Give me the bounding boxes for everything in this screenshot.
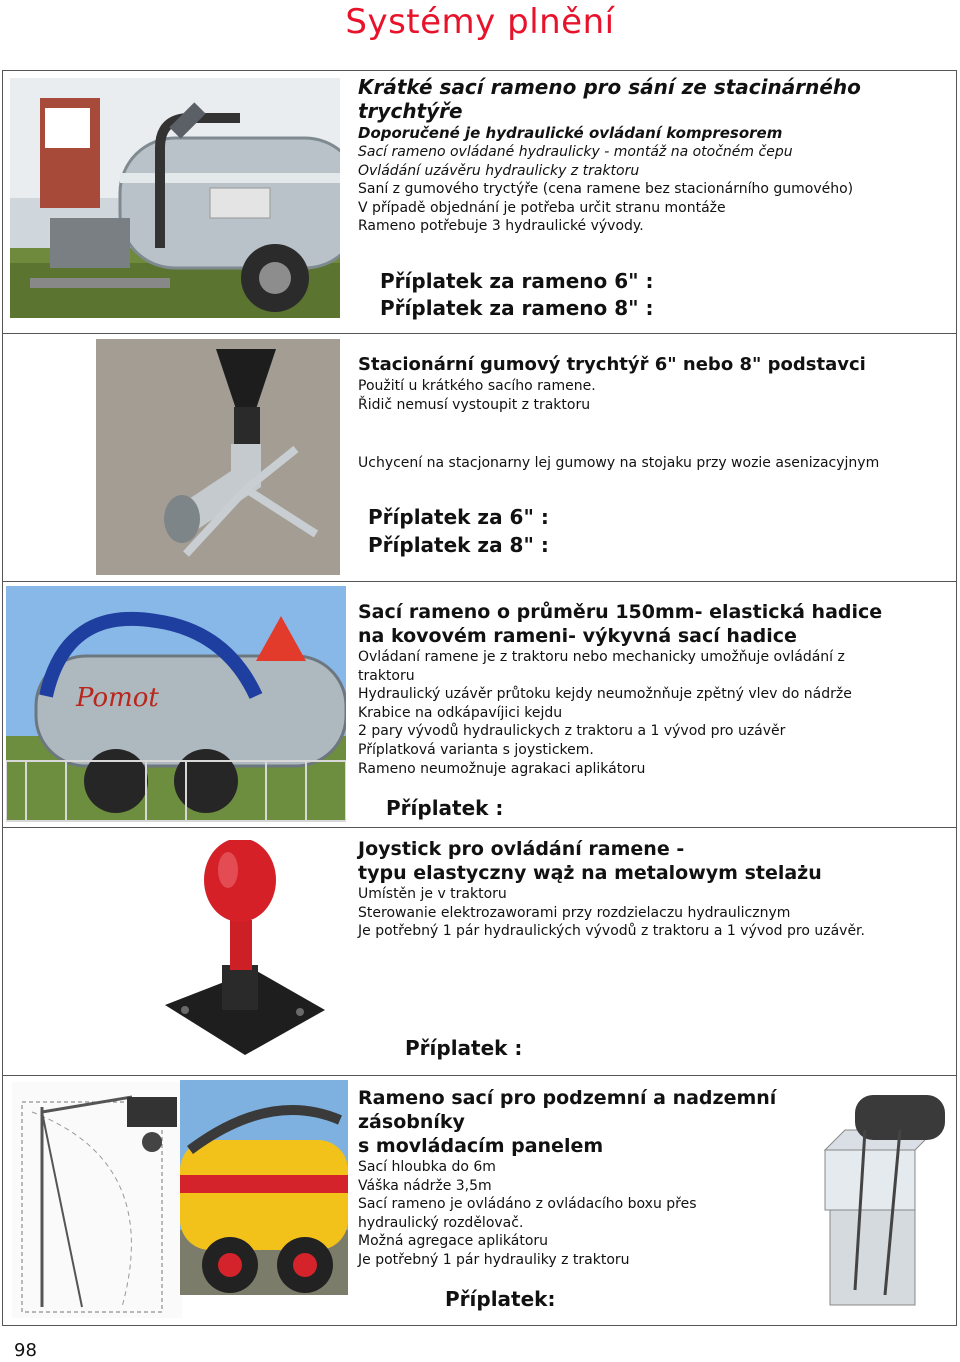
text-line: Saní z gumového tryctýře (cena ramene bez stacionárního gumového): [358, 181, 854, 198]
text-line: V případě objednání je potřeba určit stranu montáže: [358, 199, 726, 216]
text-line: Sací rameno ovládané hydraulicky - montáž na otočném čepu: [358, 144, 793, 160]
text-line: Sterowanie elektrozaworami przy rozdzielaczu hydraulicznym: [358, 904, 791, 921]
rubber-funnel-stand-photo: [96, 339, 340, 575]
section-elastic-hose-arm: [358, 600, 948, 778]
section-heading: na kovovém rameni- výkyvná sací hadice: [358, 625, 797, 647]
tanker-suction-arm-photo: [10, 78, 340, 318]
suction-depth-diagram: [12, 1082, 182, 1318]
section-rubber-funnel: [358, 353, 948, 414]
price-label: Příplatek za rameno 6" :: [380, 269, 654, 293]
text-line: Krabice na odkápavíjici kejdu: [358, 704, 563, 721]
section-short-suction-arm: [358, 75, 948, 236]
text-line: Použití u krátkého sacího ramene.: [358, 378, 596, 394]
text-line: Příplatková varianta s joystickem.: [358, 741, 594, 758]
text-line: Umístěn je v traktoru: [358, 886, 507, 902]
text-line: Řidič nemusí vystoupit z traktoru: [358, 396, 591, 413]
section-divider: [2, 827, 957, 828]
text-line: Ovládání uzávěru hydraulicky z traktoru: [358, 162, 640, 179]
text-line: Hydraulický uzávěr průtoku kejdy neumožnňuje zpětný vlev do nádrže: [358, 686, 852, 703]
section-heading: Krátké sací rameno pro sání ze stacinárného trychtýře: [358, 75, 861, 123]
text-line: Sací rameno je ovládáno z ovládacího boxu přes: [358, 1196, 697, 1213]
text-line: Je potřebný 1 pár hydrauliky z traktoru: [358, 1251, 630, 1268]
text-line: hydraulický rozdělovač.: [358, 1214, 524, 1231]
price-label: Příplatek za 6" :: [368, 505, 549, 529]
text-line: Je potřebný 1 pár hydraulických vývodů z traktoru a 1 vývod pro uzávěr.: [358, 923, 865, 940]
section-divider: [2, 333, 957, 334]
text-line: Váška nádrže 3,5m: [358, 1177, 492, 1194]
section-heading: typu elastyczny wąż na metalowym stelażu: [358, 862, 822, 884]
price-label: Příplatek :: [405, 1036, 523, 1060]
section-divider: [2, 581, 957, 582]
text-line: Rameno potřebuje 3 hydraulické vývody.: [358, 218, 644, 235]
section-divider: [2, 1075, 957, 1076]
price-label: Příplatek za 8" :: [368, 533, 549, 557]
text-line: traktoru: [358, 667, 415, 684]
section-heading: Rameno sací pro podzemní a nadzemní zásobníky: [358, 1087, 777, 1133]
section-underground-suction-arm: [358, 1086, 878, 1270]
section-heading: s movládacím panelem: [358, 1135, 604, 1157]
section-heading: Joystick pro ovládání ramene -: [358, 838, 685, 860]
joystick-photo: [160, 840, 330, 1065]
text-line: Ovládaní ramene je z traktoru nebo mechanicky umožňuje ovládání z: [358, 649, 845, 665]
price-label: Příplatek:: [445, 1287, 556, 1311]
text-line: 2 pary vývodů hydraulickych z traktoru a 1 vývod pro uzávěr: [358, 723, 786, 740]
price-label: Příplatek za rameno 8" :: [380, 296, 654, 320]
section-subheading: Doporučené je hydraulické ovládaní kompresorem: [358, 124, 783, 142]
section-joystick: [358, 837, 948, 941]
price-label: Příplatek :: [386, 796, 504, 820]
section-heading: Sací rameno o průměru 150mm- elastická hadice: [358, 601, 883, 623]
section-heading: Stacionární gumový trychtýř 6" nebo 8" podstavci: [358, 354, 866, 375]
svg-text:Pomot: Pomot: [76, 683, 159, 713]
elastic-hose-arm-photo: [6, 586, 346, 822]
text-line: Sací hloubka do 6m: [358, 1159, 496, 1175]
text-line: Možná agregace aplikátoru: [358, 1233, 549, 1250]
page-title: Systémy plnění: [345, 2, 615, 42]
yellow-tanker-photo: [180, 1080, 348, 1295]
section-note: Uchycení na stacjonarny lej gumowy na stojaku przy wozie asenizacyjnym: [358, 455, 880, 471]
page-number: 98: [14, 1340, 37, 1361]
text-line: Rameno neumožnuje agrakaci aplikátoru: [358, 760, 646, 777]
